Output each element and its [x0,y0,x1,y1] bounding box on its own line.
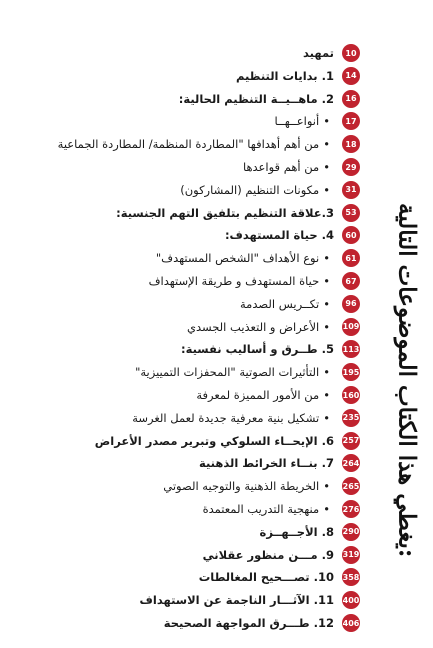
page-number-badge: 235 [342,409,360,427]
page-number-badge: 264 [342,454,360,472]
toc-entry-text: 9. مـــن منظور عقلاني [202,547,334,562]
page-number-badge: 61 [342,249,360,267]
toc-entry-text: 5. طــرق و أساليب نفسية: [181,342,334,357]
toc-entry [95,432,360,450]
toc-entry-text: • تشكيل بنية معرفية جديدة لعمل الغرسة [132,411,334,425]
toc-entry-text: • أنواعــهــا [275,114,334,128]
toc-entry [180,181,360,199]
page-number-badge: 10 [342,44,360,62]
toc-entry [236,67,360,85]
toc-entry-text: • التأثيرات الصوتية "المحفزات التمييزية" [135,365,334,379]
page-number-badge: 14 [342,67,360,85]
page-number-badge: 265 [342,477,360,495]
toc-entry [240,295,360,313]
toc-entry-text: • من أهم قواعدها [243,160,334,174]
toc-entry [116,204,360,222]
toc-entry-text: 10. تصـــحيح المغالطات [198,570,334,585]
page-number-badge: 60 [342,226,360,244]
toc-entry-text: • مكونات التنظيم (المشاركون) [180,183,334,197]
toc-entry-text: 8. الأجــهــزة [259,524,334,539]
page-number-badge: 290 [342,523,360,541]
page-number-badge: 319 [342,546,360,564]
toc-entry [58,135,360,153]
toc-entry-text: • حياة المستهدف و طريقة الإستهداف [149,274,334,288]
toc-entry-text: • نوع الأهداف "الشخص المستهدف" [156,251,334,265]
page-number-badge: 195 [342,363,360,381]
page-number-badge: 406 [342,614,360,632]
toc-entry-text: 1. بدايات التنظيم [235,68,334,83]
toc-entry-text: 12. طـــرق المواجهة الصحيحة [163,616,334,630]
toc-entry-text: 3.علاقة التنظيم بتلفيق التهم الجنسية: [116,205,334,220]
toc-entry [187,318,360,336]
toc-entry [303,44,360,62]
page-number-badge: 17 [342,112,360,130]
page-number-badge: 18 [342,135,360,153]
toc-entry [135,363,360,381]
page-number-badge: 160 [342,386,360,404]
toc-entry [199,454,360,472]
page-number-badge: 16 [342,90,360,108]
toc-entry-text: 2. ماهــيــة التنظيم الحالية: [178,91,334,106]
page-number-badge: 400 [342,591,360,609]
toc-entry-text: • الخريطة الذهنية والتوجيه الصوتي [163,479,334,493]
page-number-badge: 67 [342,272,360,290]
toc-entry-text: • تكــريس الصدمة [240,297,334,311]
toc-entry [164,614,360,632]
toc-entry [225,226,360,244]
toc-entry [181,340,360,358]
toc-entry [243,158,360,176]
page-number-badge: 257 [342,432,360,450]
toc-entry-text: 7. بنــاء الخرائط الذهنية [199,456,334,471]
toc-entry-text: 11. الآثـــار الناجمة عن الاستهداف [139,593,334,608]
toc-entry [203,500,360,518]
page-number-badge: 53 [342,204,360,222]
page-number-badge: 109 [342,318,360,336]
toc-entry [132,409,360,427]
page-number-badge: 276 [342,500,360,518]
page-number-badge: 31 [342,181,360,199]
toc-entry [260,523,360,541]
toc-entry-text: تمهيد [303,46,334,60]
toc-entry [149,272,360,290]
toc-entry [140,591,360,609]
toc-entry-text: • من أهم أهدافها "المطاردة المنظمة/ المطاردة الجماعية [58,137,334,151]
toc-entry-text: • منهجية التدريب المعتمدة [203,502,334,516]
page-number-badge: 113 [342,340,360,358]
toc-entry-text: • الأعراض و التعذيب الجسدي [187,320,334,334]
toc-entry [156,249,360,267]
toc-entry [203,546,360,564]
toc-entry [275,112,360,130]
toc-entry [163,477,360,495]
toc-entry-text: 6. الإيحــاء السلوكي وتبرير مصدر الأعراض [94,433,334,448]
toc-entry-text: 4. حياة المستهدف: [224,228,334,243]
toc-entry [179,90,360,108]
toc-entry-text: • من الأمور المميزة لمعرفة [196,388,334,402]
toc-entry [199,568,360,586]
page-number-badge: 29 [342,158,360,176]
toc-entry [196,386,360,404]
page-number-badge: 358 [342,568,360,586]
side-title-text: يغطي هذا الكتاب الموضوعات التالية: [393,202,421,558]
page-number-badge: 96 [342,295,360,313]
